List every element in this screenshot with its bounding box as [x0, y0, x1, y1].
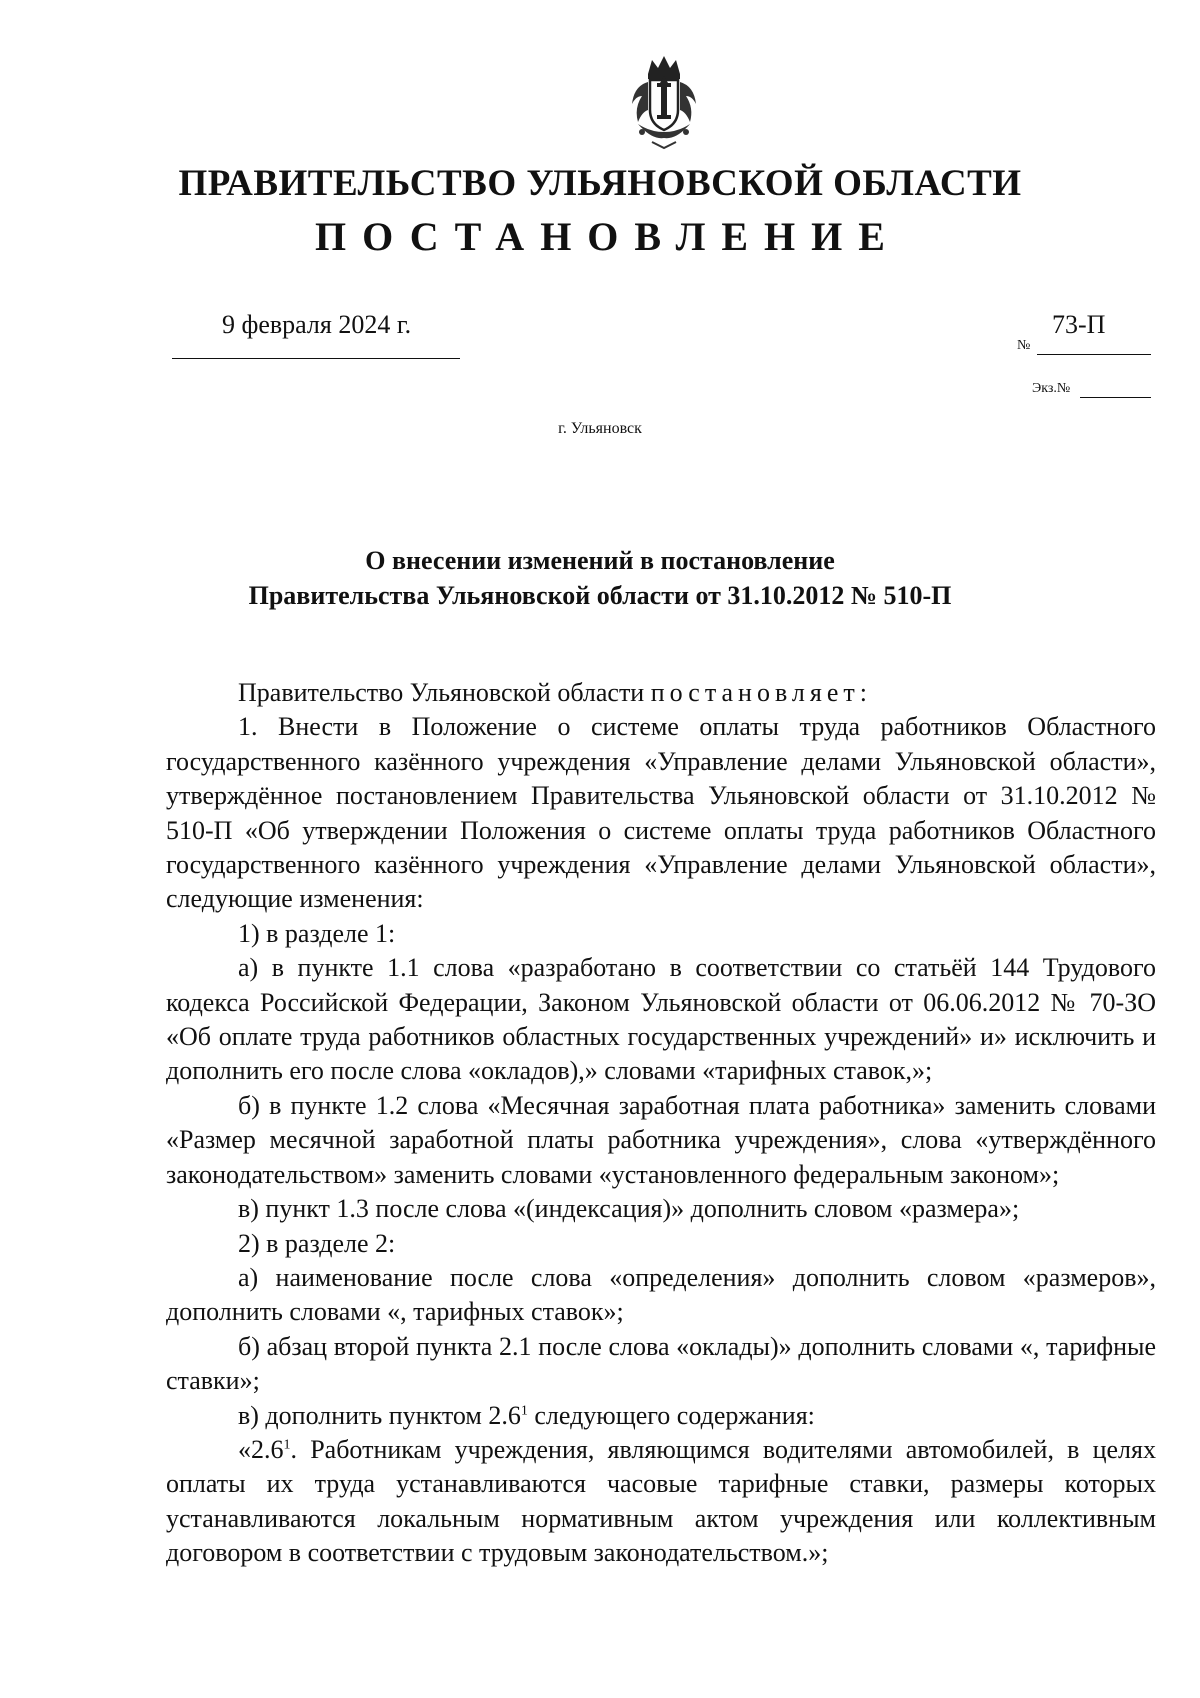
document-body	[166, 676, 1156, 1571]
paragraph-9-start: в) дополнить пунктом 2.6	[238, 1400, 521, 1430]
copy-number-label: Экз.№	[1032, 381, 1071, 396]
number-sign: №	[1017, 338, 1031, 353]
document-type-title: ПОСТАНОВЛЕНИЕ	[315, 214, 901, 259]
paragraph-6: 2) в разделе 2:	[238, 1228, 396, 1258]
coat-of-arms-emblem	[612, 52, 716, 156]
paragraph-4: б) в пункте 1.2 слова «Месячная заработная плата работника» заменить словами «Размер месячной заработной платы работника учреждения», слова «утверждённого законодательством» заменить словами «установленного федеральным законом»;	[166, 1090, 1156, 1189]
paragraph-9	[166, 1399, 1156, 1433]
paragraph-3: а) в пункте 1.1 слова «разработано в соответствии со статьёй 144 Трудового кодекса Российской Федерации, Законом Ульяновской области от 06.06.2012 № 70-ЗО «Об оплате труда работников областных государственных учреждений» и» исключить и дополнить его после слова «окладов),» словами «тарифных ставок,»;	[166, 953, 1156, 1086]
copy-number-underline	[1080, 397, 1151, 398]
paragraph-8: б) абзац второй пункта 2.1 после слова «оклады)» дополнить словами «, тарифные ставки»;	[166, 1331, 1156, 1396]
document-subject	[0, 543, 1200, 613]
paragraph-7: а) наименование после слова «определения» дополнить словом «размеров», дополнить словами «, тарифных ставок»;	[166, 1262, 1156, 1327]
city-name: г. Ульяновск	[558, 420, 642, 437]
subject-line-1: О внесении изменений в постановление	[365, 546, 835, 575]
government-title: ПРАВИТЕЛЬСТВО УЛЬЯНОВСКОЙ ОБЛАСТИ	[178, 163, 1022, 204]
paragraph-10-end: . Работникам учреждения, являющимся водителями автомобилей, в целях оплаты их труда устанавливаются часовые тарифные ставки, размеры которых устанавливаются локальным нормативным актом учреждения или коллективным договором в соответствии с трудовым законодательством.»;	[166, 1434, 1156, 1568]
paragraph-9-end: следующего содержания:	[527, 1400, 815, 1430]
subject-line-2: Правительства Ульяновской области от 31.10.2012 № 510-П	[248, 581, 952, 610]
paragraph-10	[166, 1433, 1156, 1571]
intro-paragraph	[166, 676, 1156, 710]
intro-text: Правительство Ульяновской области	[238, 678, 651, 707]
paragraph-2: 1) в разделе 1:	[238, 918, 396, 948]
paragraph-5: в) пункт 1.3 после слова «(индексация)» дополнить словом «размера»;	[238, 1194, 1020, 1224]
paragraph-9-superscript: 1	[520, 1402, 528, 1418]
number-underline	[1037, 354, 1151, 355]
document-date: 9 февраля 2024 г.	[222, 310, 412, 339]
document-number: 73-П	[1052, 310, 1106, 339]
paragraph-10-superscript: 1	[283, 1437, 291, 1453]
intro-decree-word: постановляет:	[650, 678, 872, 707]
paragraph-1: 1. Внести в Положение о системе оплаты труда работников Областного государственного казённого учреждения «Управление делами Ульяновской области», утверждённое постановлением Правительства Ульяновской области от 31.10.2012 № 510-П «Об утверждении Положения о системе оплаты труда работников Областного государственного казённого учреждения «Управление делами Ульяновской области», следующие изменения:	[166, 712, 1156, 914]
date-underline	[172, 358, 460, 359]
paragraph-10-start: «2.6	[238, 1434, 284, 1464]
